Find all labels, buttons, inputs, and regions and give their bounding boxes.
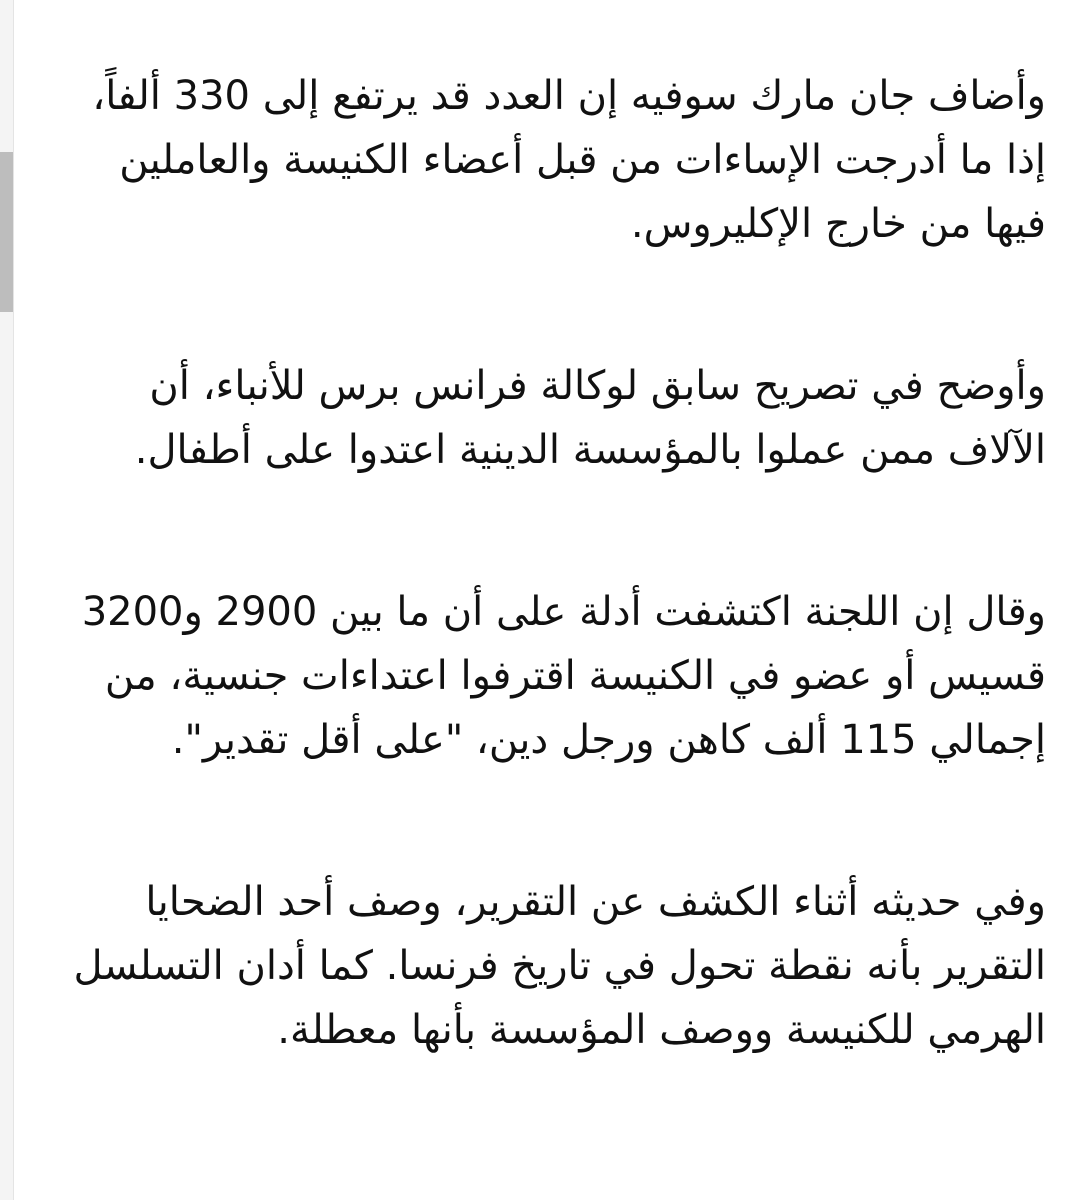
paragraph-1 bbox=[30, 64, 1046, 256]
paragraph-line: الهرمي للكنيسة ووصف المؤسسة بأنها معطلة. bbox=[277, 1007, 1046, 1053]
paragraph-line: وقال إن اللجنة اكتشفت أدلة على أن ما بين 2900 و3200 bbox=[81, 589, 1046, 635]
paragraph-line: قسيس أو عضو في الكنيسة اقترفوا اعتداءات جنسية، من bbox=[104, 653, 1046, 699]
paragraph-line: وأضاف جان مارك سوفيه إن العدد قد يرتفع إلى 330 ألفاً، bbox=[92, 73, 1046, 119]
paragraph-line: الآلاف ممن عملوا بالمؤسسة الدينية اعتدوا على أطفال. bbox=[134, 427, 1046, 473]
article-body bbox=[30, 64, 1046, 1160]
paragraph-line: إذا ما أدرجت الإساءات من قبل أعضاء الكنيسة والعاملين bbox=[119, 137, 1046, 183]
paragraph-2 bbox=[30, 354, 1046, 482]
paragraph-line: فيها من خارج الإكليروس. bbox=[630, 201, 1046, 247]
paragraph-line: وفي حديثه أثناء الكشف عن التقرير، وصف أحد الضحايا bbox=[145, 879, 1046, 925]
paragraph-line: التقرير بأنه نقطة تحول في تاريخ فرنسا. كما أدان التسلسل bbox=[73, 943, 1046, 989]
scrollbar-thumb[interactable] bbox=[0, 152, 13, 312]
paragraph-line: إجمالي 115 ألف كاهن ورجل دين، "على أقل تقدير". bbox=[171, 717, 1046, 763]
paragraph-4 bbox=[30, 870, 1046, 1062]
left-edge-rail bbox=[0, 0, 14, 1200]
paragraph-3 bbox=[30, 580, 1046, 772]
paragraph-line: وأوضح في تصريح سابق لوكالة فرانس برس للأنباء، أن bbox=[149, 363, 1046, 409]
